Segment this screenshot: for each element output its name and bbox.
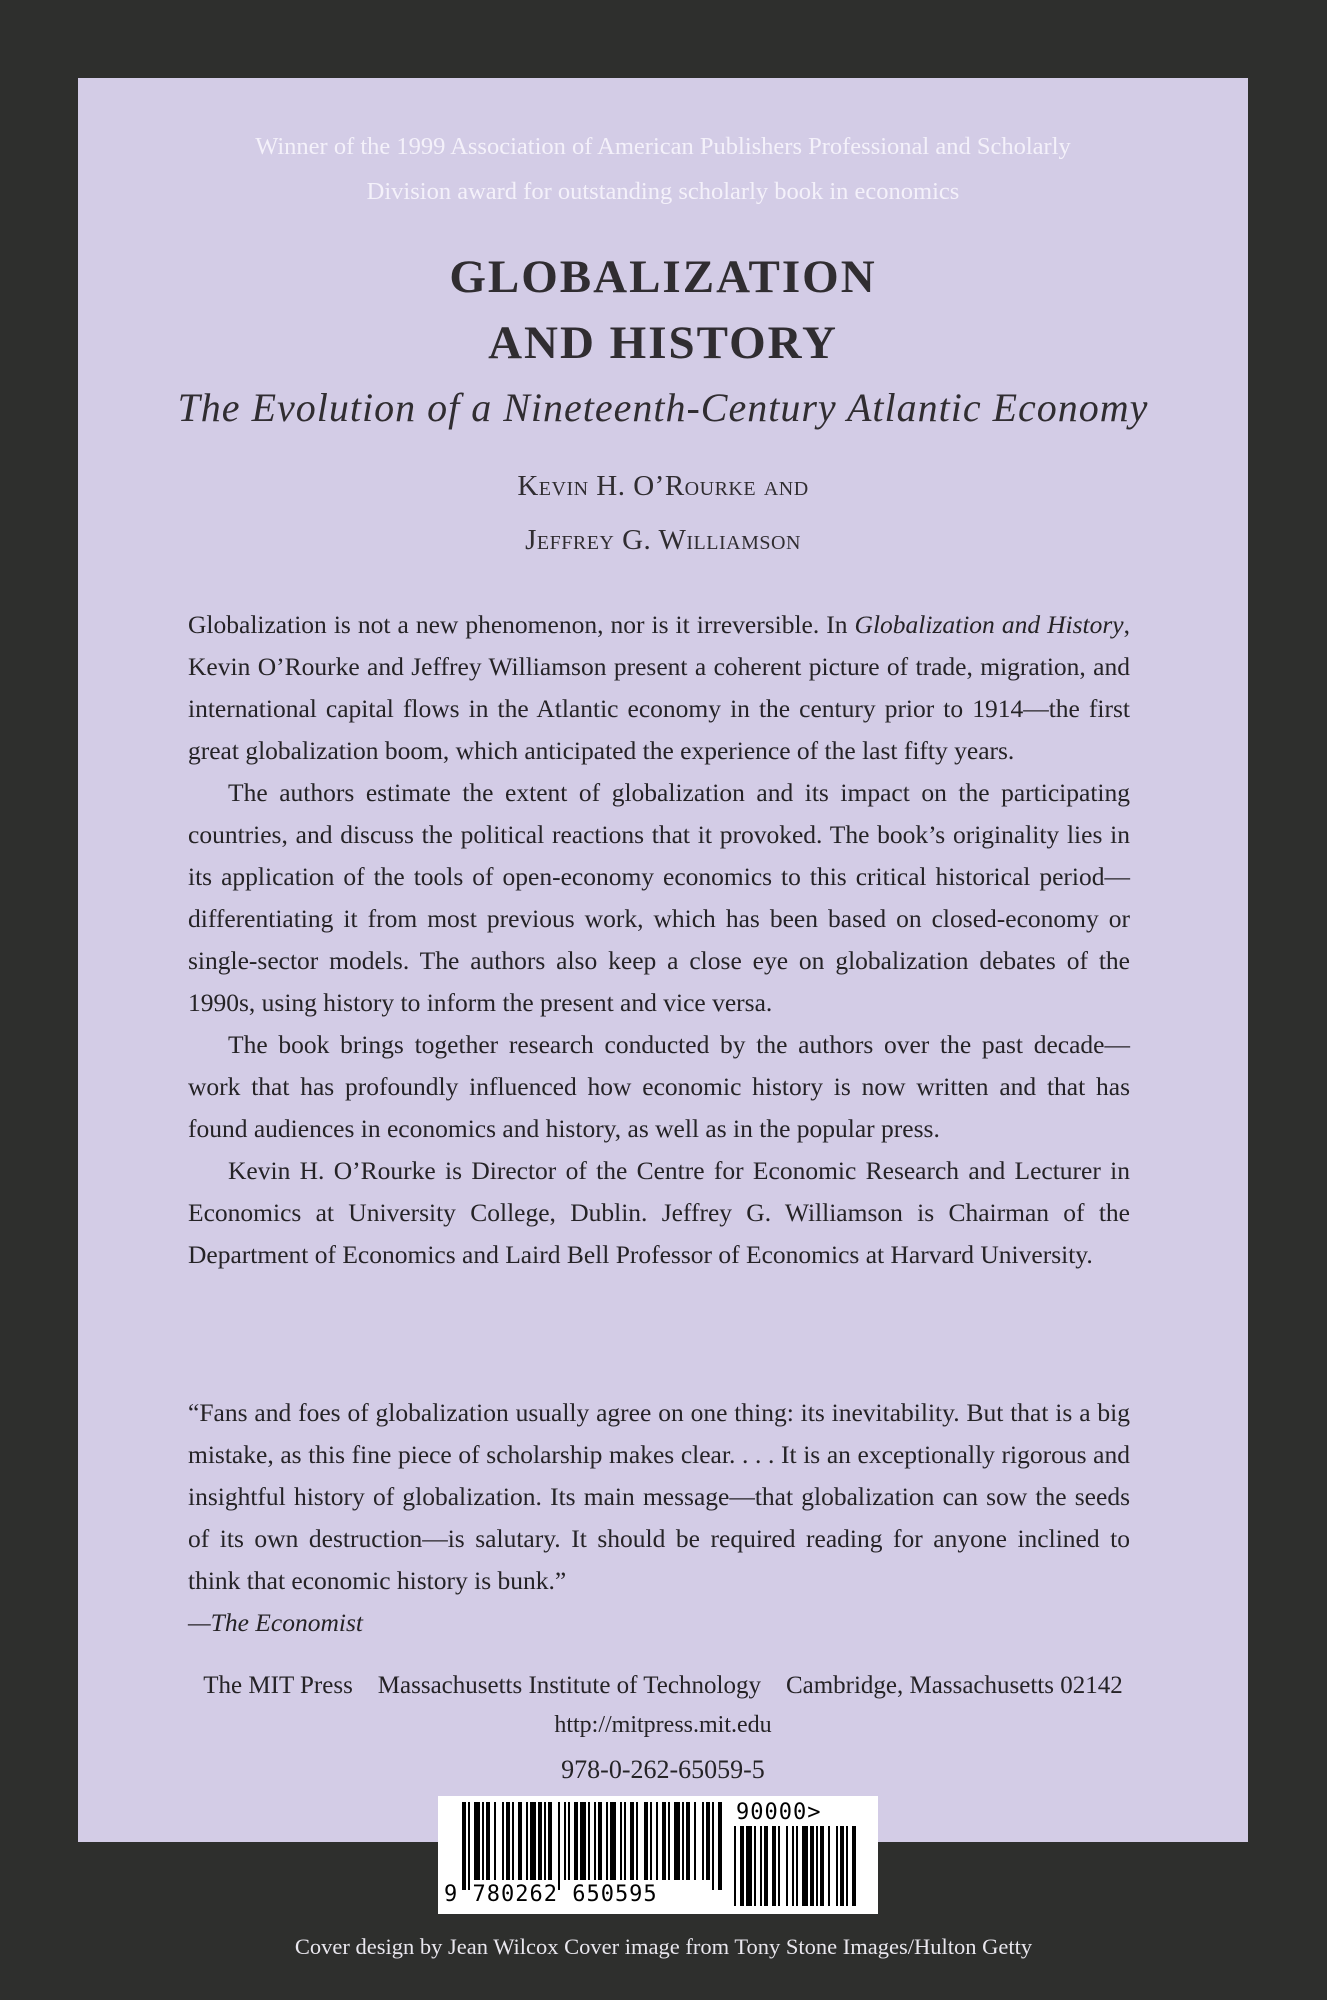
back-cover-panel	[78, 78, 1248, 1907]
description-text: , Kevin O’Rourke and Jeffrey Williamson present a coherent picture of trade, migration, and international capital flows in the Atlantic economy in the century prior to 1914—the first great globalization boom, which anticipated the experience of the last fifty years.	[188, 610, 1130, 765]
book-subtitle: The Evolution of a Nineteenth-Century Atlantic Economy	[177, 385, 1149, 430]
review-quote	[188, 1392, 1130, 1644]
award-line-1: Winner of the 1999 Association of American Publishers Professional and Scholarly	[255, 133, 1071, 160]
description-text: Globalization is not a new phenomenon, nor is it irreversible. In	[188, 610, 855, 639]
award-line-2: Division award for outstanding scholarly book in economics	[366, 178, 960, 205]
description	[188, 604, 1130, 1276]
review-quote-text: “Fans and foes of globalization usually agree on one thing: its inevitability. But that is a big mistake, as this fine piece of scholarship makes clear. . . . It is an exceptionally rigorous and insightful history of globalization. Its main message—that globalization can sow the seeds of its own destruction—is salutary. It should be required reading for anyone inclined to think that economic history is bunk.”	[188, 1398, 1130, 1595]
barcode	[438, 1796, 878, 1914]
barcode-addon: 90000>	[736, 1800, 822, 1825]
author-1: Kevin H. O’Rourke and	[517, 470, 809, 502]
description-paragraph-2: The authors estimate the extent of globalization and its impact on the participating countries, and discuss the political reactions that it provoked. The book’s originality lies in its application of the tools of open-economy economics to this critical historical period—differentiating it from most previous work, which has been based on closed-economy or single-sector models. The authors also keep a close eye on globalization debates of the 1990s, using history to inform the present and vice versa.	[188, 778, 1130, 1017]
isbn: 978-0-262-65059-5	[561, 1755, 765, 1784]
book-title-italic: Globalization and History	[854, 610, 1124, 639]
publisher-url: http://mitpress.mit.edu	[554, 1712, 772, 1738]
book-title	[78, 244, 1248, 376]
barcode-digits: 9 780262 650595	[444, 1882, 658, 1907]
book-title-line-2: AND HISTORY	[488, 317, 838, 369]
author-bio: Kevin H. O’Rourke is Director of the Centre for Economic Research and Lecturer in Economics at University College, Dublin. Jeffrey G. Williamson is Chairman of the Department of Economics and Laird Bell Professor of Economics at Harvard University.	[188, 1156, 1130, 1269]
book-title-line-1: GLOBALIZATION	[449, 251, 877, 303]
author-2: Jeffrey G. Williamson	[525, 524, 801, 556]
review-source: —The Economist	[188, 1608, 363, 1637]
description-paragraph-3: The book brings together research conducted by the authors over the past decade—work that has profoundly influenced how economic history is now written and that has found audiences in economics and history, as well as in the popular press.	[188, 1030, 1130, 1143]
cover-credit: Cover design by Jean Wilcox Cover image from Tony Stone Images/Hulton Getty	[294, 1934, 1033, 1959]
publisher-line: The MIT Press Massachusetts Institute of Technology Cambridge, Massachusetts 02142	[203, 1672, 1123, 1699]
award-notice	[78, 124, 1248, 214]
description-paragraph-1	[188, 604, 1130, 772]
